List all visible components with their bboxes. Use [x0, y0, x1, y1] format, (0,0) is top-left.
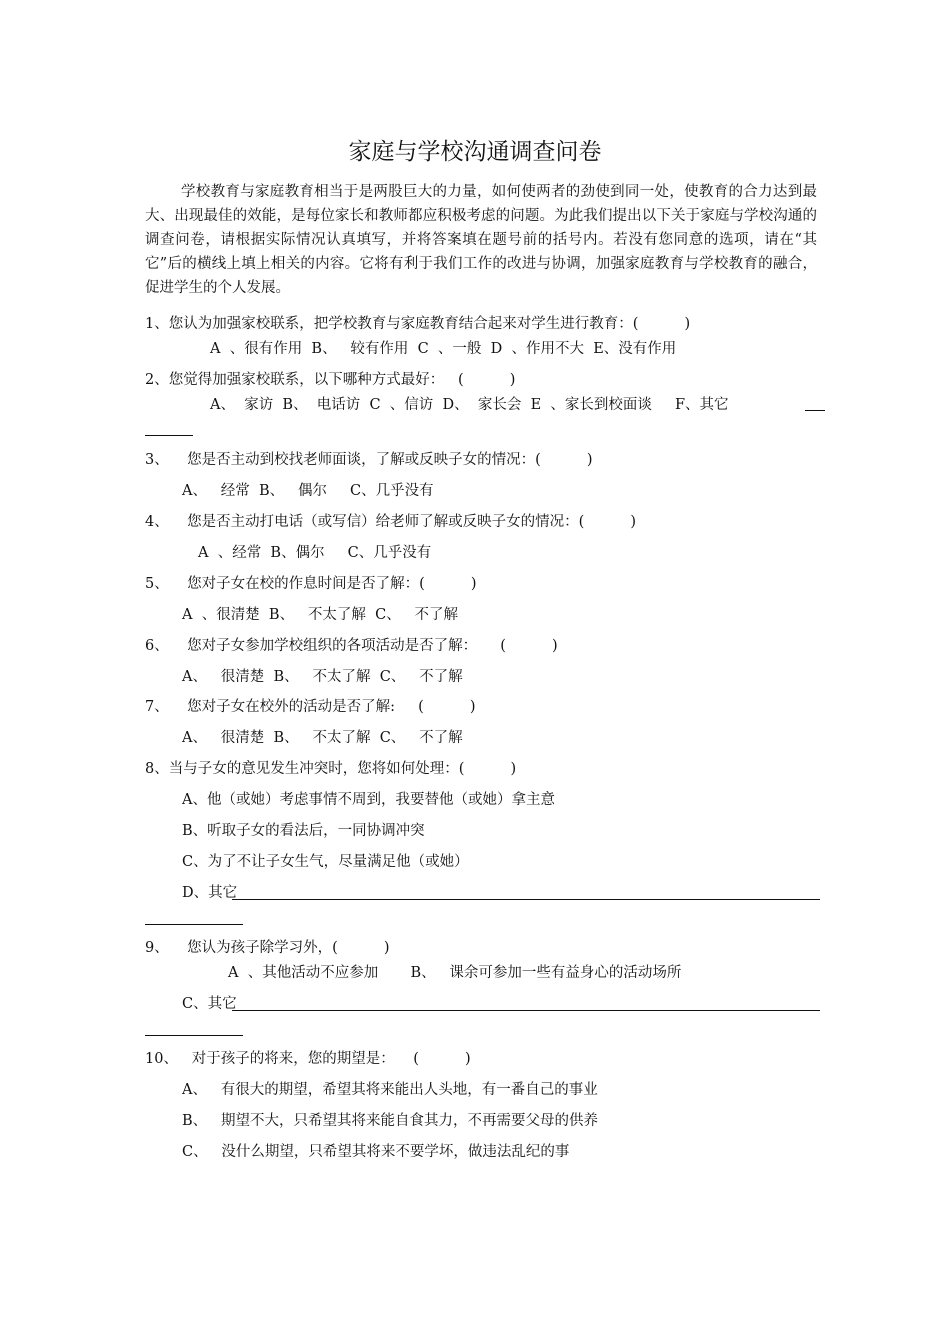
question-5-options: A 、很清楚 B、 不太了解 C、 不了解 [182, 607, 459, 623]
question-9-other-blank-cont[interactable] [145, 1035, 243, 1036]
page-title: 家庭与学校沟通调查问卷 [348, 139, 602, 165]
question-4: 4、 您是否主动打电话（或写信）给老师了解或反映子女的情况：( ) [145, 514, 637, 530]
question-8-other-blank[interactable] [232, 899, 820, 900]
question-9-options: A 、其他活动不应参加 B、 课余可参加一些有益身心的活动场所 [228, 965, 682, 981]
question-8-option-a: A、他（或她）考虑事情不周到，我要替他（或她）拿主意 [182, 792, 555, 808]
question-5: 5、 您对子女在校的作息时间是否了解：( ) [145, 576, 477, 592]
question-7-options: A、 很清楚 B、 不太了解 C、 不了解 [182, 730, 463, 746]
question-1: 1、您认为加强家校联系，把学校教育与家庭教育结合起来对学生进行教育：( ) [145, 316, 691, 332]
question-9: 9、 您认为孩子除学习外，( ) [145, 940, 390, 956]
question-1-options: A 、很有作用 B、 较有作用 C 、一般 D 、作用不大 E、没有作用 [210, 341, 677, 357]
question-2: 2、您觉得加强家校联系，以下哪种方式最好： ( ) [145, 372, 516, 388]
question-6: 6、 您对子女参加学校组织的各项活动是否了解： ( ) [145, 638, 558, 654]
question-3-options: A、 经常 B、 偶尔 C、几乎没有 [182, 483, 434, 499]
question-8-other-blank-cont[interactable] [145, 924, 243, 925]
question-2-other-blank-cont[interactable] [145, 435, 193, 436]
question-8-option-c: C、为了不让子女生气，尽量满足他（或她） [182, 854, 469, 870]
question-6-options: A、 很清楚 B、 不太了解 C、 不了解 [182, 669, 463, 685]
question-10-option-c: C、 没什么期望，只希望其将来不要学坏，做违法乱纪的事 [182, 1144, 570, 1160]
question-9-other-blank[interactable] [232, 1010, 820, 1011]
question-10-option-a: A、 有很大的期望，希望其将来能出人头地，有一番自己的事业 [182, 1082, 598, 1098]
intro-paragraph: 学校教育与家庭教育相当于是两股巨大的力量，如何使两者的劲使到同一处，使教育的合力达到最大、出现最佳的效能，是每位家长和教师都应积极考虑的问题。为此我们提出以下关于家庭与学校沟通的调查问卷，请根据实际情况认真填写，并将答案填在题号前的括号内。若没有您同意的选项，请在“其它”后的横线上填上相关的内容。它将有利于我们工作的改进与协调，加强家庭教育与学校教育的融合，促进学生的个人发展。 [145, 184, 817, 296]
question-9-option-c: C、其它 [182, 996, 237, 1012]
question-2-options: A、 家访 B、 电话访 C 、信访 D、 家长会 E 、家长到校面谈 F、其它 [210, 397, 729, 413]
question-8-option-b: B、听取子女的看法后，一同协调冲突 [182, 823, 425, 839]
question-7: 7、 您对子女在校外的活动是否了解: ( ) [145, 699, 476, 715]
question-8-option-d: D、其它 [182, 885, 238, 901]
question-10: 10、 对于孩子的将来，您的期望是： ( ) [145, 1051, 471, 1067]
question-2-other-blank[interactable] [805, 410, 825, 411]
question-10-option-b: B、 期望不大，只希望其将来能自食其力，不再需要父母的供养 [182, 1113, 598, 1129]
question-8: 8、当与子女的意见发生冲突时，您将如何处理：( ) [145, 761, 517, 777]
question-4-options: A 、经常 B、偶尔 C、几乎没有 [198, 545, 432, 561]
question-3: 3、 您是否主动到校找老师面谈，了解或反映子女的情况：( ) [145, 452, 593, 468]
